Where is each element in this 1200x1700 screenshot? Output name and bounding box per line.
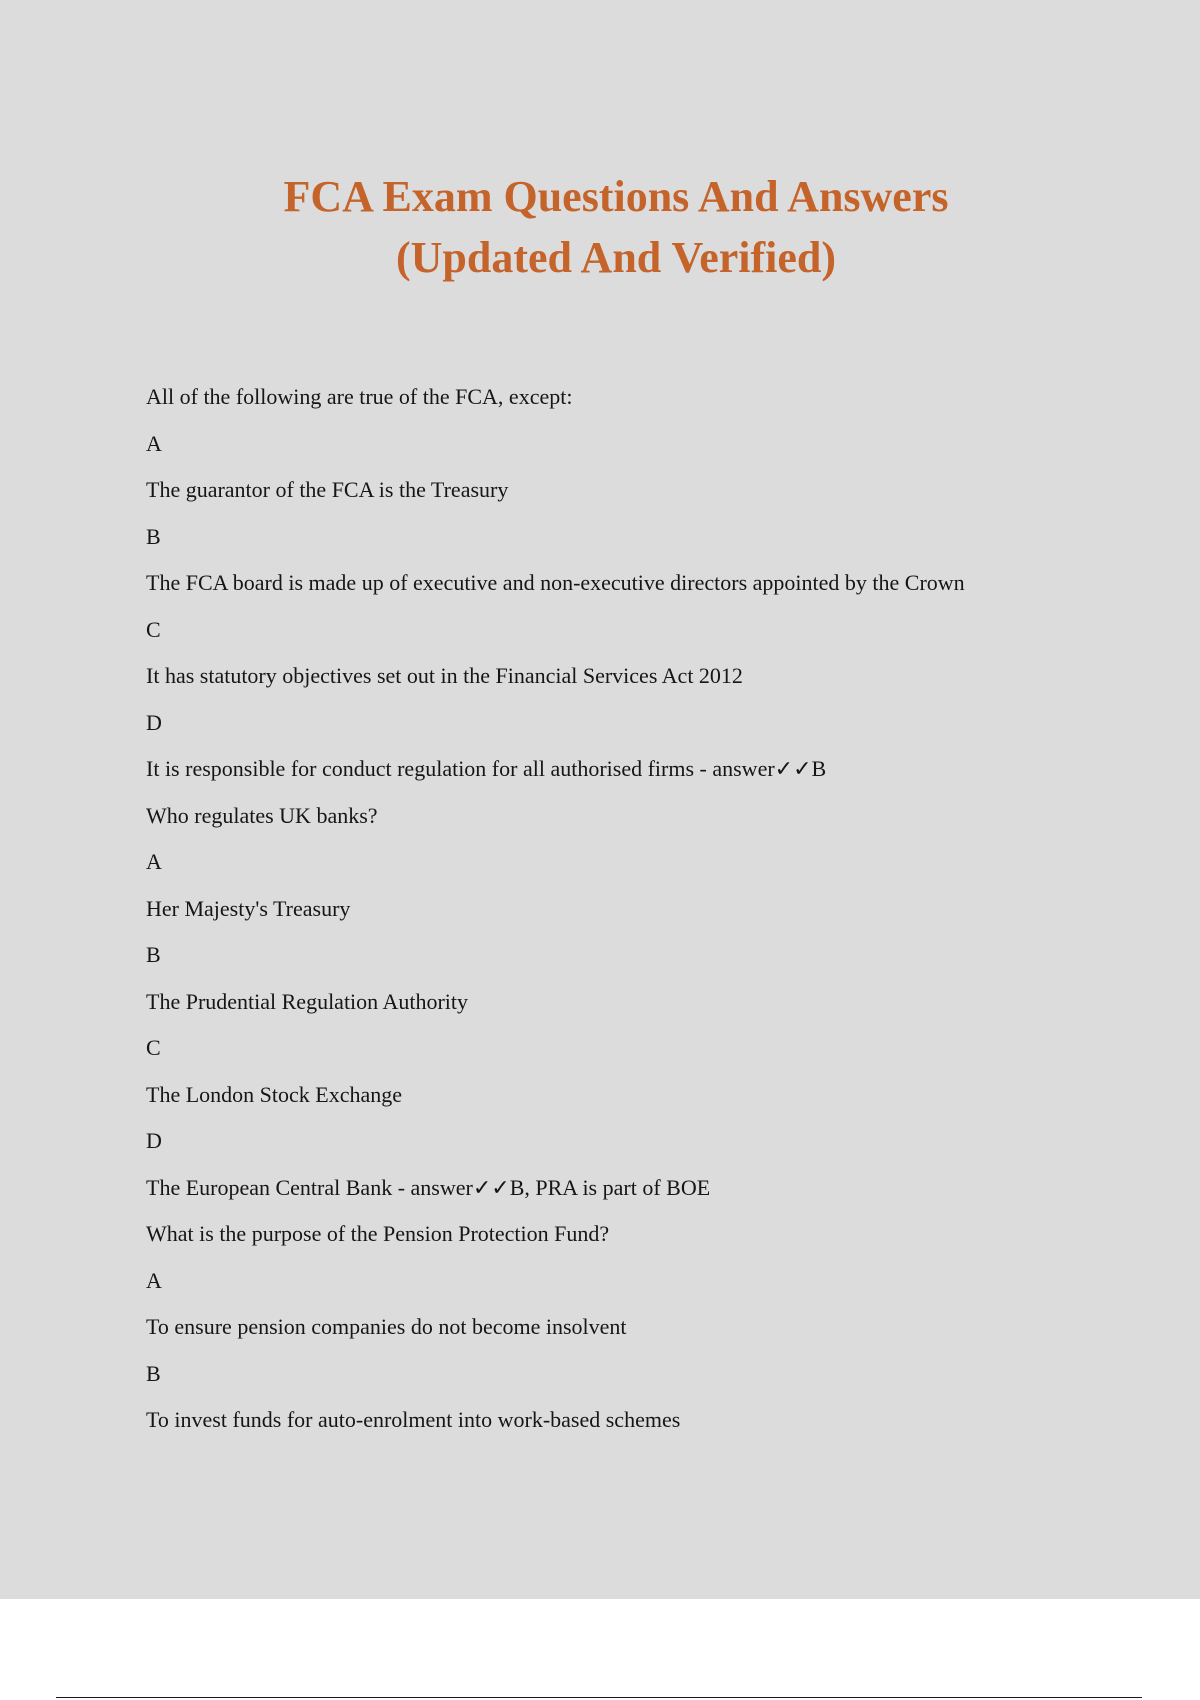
option-text: The London Stock Exchange xyxy=(146,1081,402,1107)
question-text: All of the following are true of the FCA, except: xyxy=(146,384,573,409)
title-line-1: FCA Exam Questions And Answers xyxy=(283,172,949,221)
option-letter: A xyxy=(146,849,162,874)
question-text: Who regulates UK banks? xyxy=(146,802,378,828)
option-text: It has statutory objectives set out in the Financial Services Act 2012 xyxy=(146,663,743,688)
option-letter: A xyxy=(146,430,162,456)
option-letter: D xyxy=(146,1128,162,1153)
option-letter: D xyxy=(146,709,162,735)
option-text: The FCA board is made up of executive and non-executive directors appointed by the Crown xyxy=(146,570,965,595)
option-text: Her Majesty's Treasury xyxy=(146,895,351,921)
option-text: To ensure pension companies do not become insolvent xyxy=(146,1314,627,1339)
option-letter: B xyxy=(146,942,161,967)
option-text: The guarantor of the FCA is the Treasury xyxy=(146,477,509,502)
option-text-with-answer: It is responsible for conduct regulation for all authorised firms - answer✓✓B xyxy=(146,756,827,781)
option-letter: B xyxy=(146,1360,161,1386)
document-title xyxy=(0,166,1200,288)
option-letter: C xyxy=(146,616,161,642)
page-footer xyxy=(0,1599,1200,1700)
option-text: To invest funds for auto-enrolment into work-based schemes xyxy=(146,1407,681,1432)
question-list xyxy=(146,380,1146,1450)
option-text: The Prudential Regulation Authority xyxy=(146,988,469,1014)
option-letter: A xyxy=(146,1267,162,1293)
option-letter: B xyxy=(146,523,161,549)
question-text: What is the purpose of the Pension Protection Fund? xyxy=(146,1221,610,1246)
option-text-with-answer: The European Central Bank - answer✓✓B, PRA is part of BOE xyxy=(146,1174,711,1200)
option-letter: C xyxy=(146,1035,161,1060)
footer-divider xyxy=(56,1697,1142,1698)
title-line-2: (Updated And Verified) xyxy=(395,233,837,282)
